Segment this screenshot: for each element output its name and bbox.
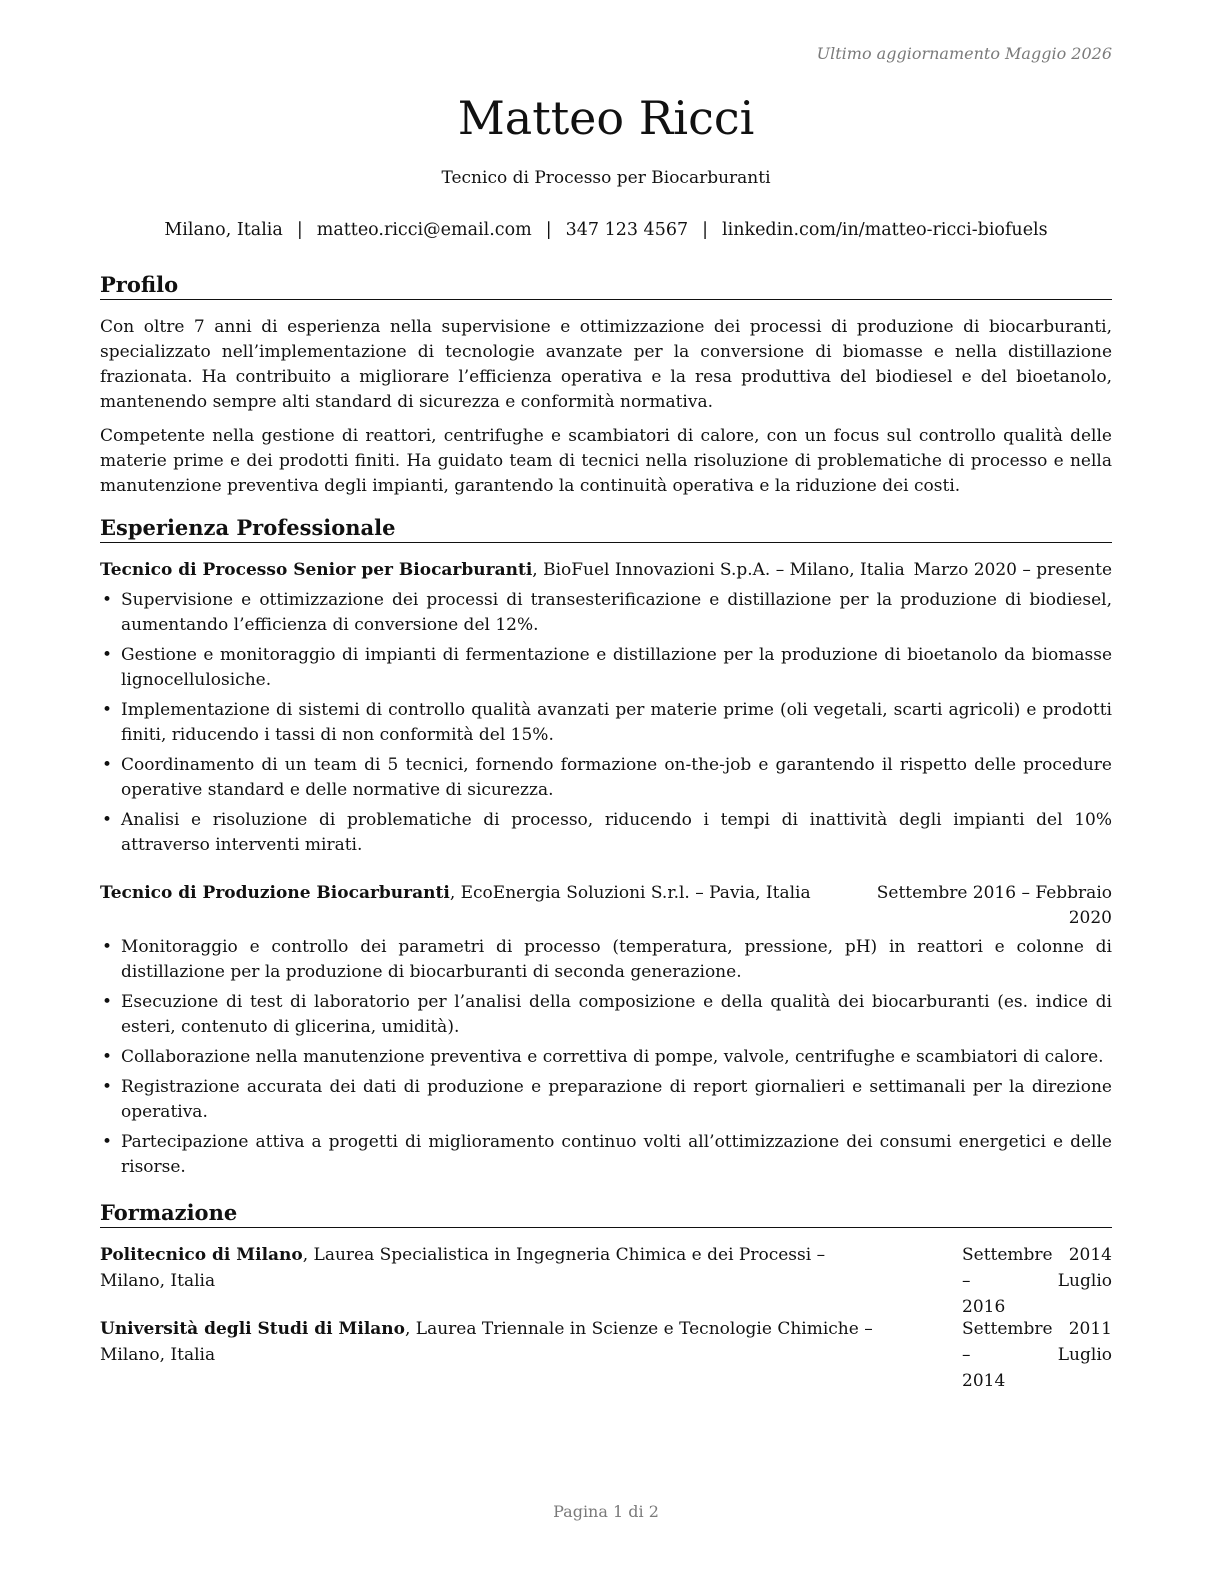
job-role: Tecnico di Produzione Biocarburanti bbox=[100, 883, 450, 903]
job-dates-line: Settembre 2016 – Febbraio bbox=[876, 883, 1112, 903]
education-degree: , Laurea Specialistica in Ingegneria Chimica e dei Processi – Milano, Italia bbox=[100, 1245, 826, 1291]
section-heading-education: Formazione bbox=[100, 1199, 1112, 1228]
list-item: • Implementazione di sistemi di controllo qualità avanzati per materie prime (oli vegetali, scarti agricoli) e prodotti finiti, riducendo i tassi di non conformità del 15%. bbox=[100, 698, 1112, 748]
education-school: Università degli Studi di Milano bbox=[100, 1319, 405, 1339]
job-bullets bbox=[100, 935, 1112, 1185]
education-dates bbox=[962, 1316, 1112, 1394]
contact-phone: 347 123 4567 bbox=[565, 220, 689, 240]
contact-location: Milano, Italia bbox=[164, 220, 283, 240]
contact-separator: | bbox=[296, 220, 303, 240]
job-dates: Marzo 2020 – presente bbox=[913, 560, 1112, 580]
education-dates-line: Settembre 2011 – Luglio bbox=[962, 1319, 1112, 1365]
page-number: Pagina 1 di 2 bbox=[553, 1502, 659, 1521]
job-dates bbox=[877, 881, 1112, 931]
education-school: Politecnico di Milano bbox=[100, 1245, 303, 1265]
list-item: • Monitoraggio e controllo dei parametri di processo (temperatura, pressione, pH) in reattori e colonne di distillazione per la produzione di biocarburanti di seconda generazione. bbox=[100, 935, 1112, 985]
contact-email[interactable]: matteo.ricci@email.com bbox=[316, 220, 532, 240]
list-item: • Partecipazione attiva a progetti di miglioramento continuo volti all’ottimizzazione dei consumi energetici e delle risorse. bbox=[100, 1130, 1112, 1180]
contact-linkedin[interactable]: linkedin.com/in/matteo-ricci-biofuels bbox=[722, 220, 1048, 240]
list-item: • Registrazione accurata dei dati di produzione e preparazione di report giornalieri e settimanali per la direzione operativa. bbox=[100, 1075, 1112, 1125]
job-company: , EcoEnergia Soluzioni S.r.l. – Pavia, Italia bbox=[449, 883, 811, 903]
job-role: Tecnico di Processo Senior per Biocarburanti bbox=[100, 560, 533, 580]
education-description bbox=[100, 1316, 880, 1368]
education-item bbox=[100, 1316, 1112, 1391]
list-item: • Analisi e risoluzione di problematiche di processo, riducendo i tempi di inattività degli impianti del 10% attraverso interventi mirati. bbox=[100, 808, 1112, 858]
contact-separator: | bbox=[545, 220, 552, 240]
education-degree: , Laurea Triennale in Scienze e Tecnologie Chimiche – Milano, Italia bbox=[100, 1319, 873, 1365]
contact-separator: | bbox=[702, 220, 708, 240]
list-item: • Esecuzione di test di laboratorio per l’analisi della composizione e della qualità dei biocarburanti (es. indice di esteri, contenuto di glicerina, umidità). bbox=[100, 990, 1112, 1040]
job-bullets bbox=[100, 588, 1112, 863]
last-updated: Ultimo aggiornamento Maggio 2026 bbox=[816, 44, 1112, 63]
contact-line bbox=[100, 220, 1112, 240]
list-item: • Coordinamento di un team di 5 tecnici, fornendo formazione on-the-job e garantendo il rispetto delle procedure operative standard e delle normative di sicurezza. bbox=[100, 753, 1112, 803]
profile-paragraph: Competente nella gestione di reattori, centrifughe e scambiatori di calore, con un focus sul controllo qualità delle materie prime e dei prodotti finiti. Ha guidato team di tecnici nella risoluzione di problematiche di processo e nella manutenzione preventiva degli impianti, garantendo la continuità operativa e la riduzione dei costi. bbox=[100, 426, 1112, 496]
candidate-title: Tecnico di Processo per Biocarburanti bbox=[441, 168, 771, 188]
job-header bbox=[100, 881, 1112, 928]
list-item: • Gestione e monitoraggio di impianti di fermentazione e distillazione per la produzione di bioetanolo da biomasse lignocellulosiche. bbox=[100, 643, 1112, 693]
education-dates-line: 2014 bbox=[962, 1371, 1006, 1391]
profile-paragraph: Con oltre 7 anni di esperienza nella supervisione e ottimizzazione dei processi di produzione di biocarburanti, specializzato nell’implementazione di tecnologie avanzate per la conversione di biomasse e nella distillazione frazionata. Ha contribuito a migliorare l’efficienza operativa e la resa produttiva del biodiesel e del bioetanolo, mantenendo sempre alti standard di sicurezza e conformità normativa. bbox=[100, 317, 1112, 412]
job-header bbox=[100, 558, 1112, 583]
resume-page bbox=[100, 0, 1112, 1584]
education-dates bbox=[962, 1242, 1112, 1320]
job-company: , BioFuel Innovazioni S.p.A. – Milano, Italia bbox=[532, 560, 905, 580]
education-dates-line: 2016 bbox=[962, 1297, 1006, 1317]
education-item bbox=[100, 1242, 1112, 1317]
candidate-name: Matteo Ricci bbox=[457, 91, 755, 145]
education-description bbox=[100, 1242, 880, 1294]
list-item: • Collaborazione nella manutenzione preventiva e correttiva di pompe, valvole, centrifughe e scambiatori di calore. bbox=[100, 1045, 1112, 1070]
list-item: • Supervisione e ottimizzazione dei processi di transesterificazione e distillazione per la produzione di biodiesel, aumentando l’efficienza di conversione del 12%. bbox=[100, 588, 1112, 638]
section-heading-experience: Esperienza Professionale bbox=[100, 514, 1112, 543]
job-dates-line: 2020 bbox=[1068, 908, 1112, 928]
section-heading-profile: Profilo bbox=[100, 271, 1112, 300]
education-dates-line: Settembre 2014 – Luglio bbox=[962, 1245, 1112, 1291]
